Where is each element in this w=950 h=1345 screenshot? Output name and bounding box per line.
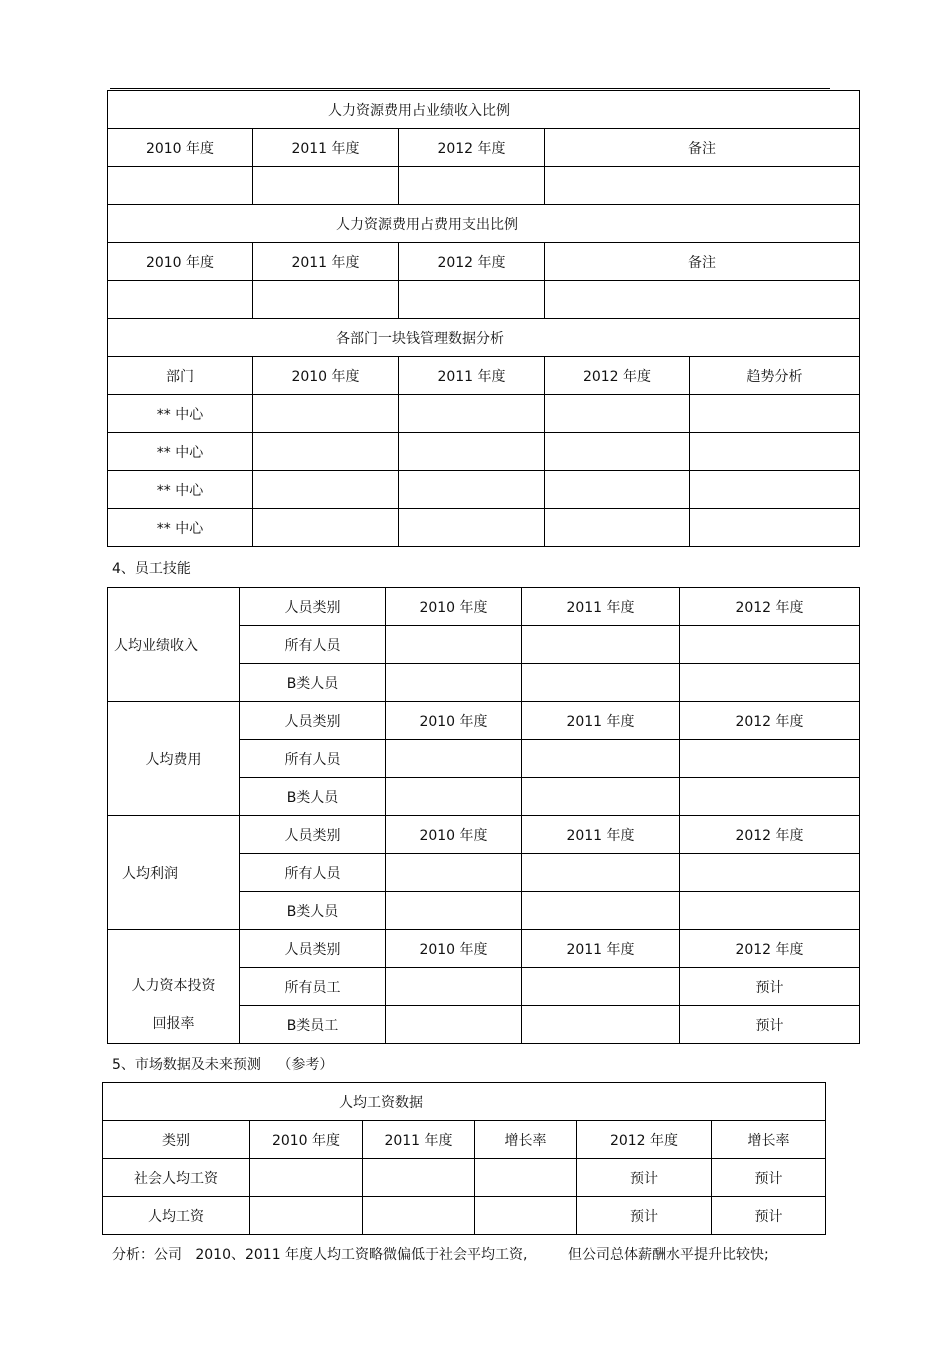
- row-label: B类人员: [240, 778, 386, 816]
- row-label: B类人员: [240, 664, 386, 702]
- analysis-text: [112, 1244, 769, 1264]
- category-header: 人员类别: [240, 816, 386, 854]
- group-label: 人均业绩收入: [108, 588, 240, 702]
- year-2011: 2011 年度: [522, 816, 680, 854]
- category-header: 人员类别: [240, 702, 386, 740]
- empty-cell: [108, 281, 253, 319]
- estimate-cell: 预计: [577, 1159, 712, 1197]
- estimate-cell: 预计: [712, 1197, 826, 1235]
- empty-cell: [108, 167, 253, 205]
- year-2010: 2010 年度: [386, 816, 522, 854]
- table-row: [103, 1159, 826, 1197]
- section4-heading: 4、员工技能: [112, 561, 191, 577]
- row-label: 人均工资: [103, 1197, 250, 1235]
- year-2012: 2012 年度: [399, 129, 545, 167]
- dept-header: 部门: [108, 357, 253, 395]
- year-2010: 2010 年度: [108, 129, 253, 167]
- row-label: 所有员工: [240, 968, 386, 1006]
- year-2012: 2012 年度: [680, 930, 860, 968]
- table-row: [103, 1197, 826, 1235]
- section5-title: 5、市场数据及未来预测: [112, 1057, 261, 1073]
- dept-name: ** 中心: [108, 509, 253, 547]
- col-growth-1: 增长率: [475, 1121, 577, 1159]
- remark-header: 备注: [545, 243, 860, 281]
- empty-cell: [253, 167, 399, 205]
- table-row: [108, 509, 860, 547]
- employee-skill-table: [107, 587, 860, 1044]
- title-expense-ratio: 人力资源费用占费用支出比例: [108, 205, 860, 243]
- group-label: 人均利润: [108, 816, 240, 930]
- hr-cost-table: [107, 90, 860, 547]
- row-label: B类人员: [240, 892, 386, 930]
- empty-cell: [545, 167, 860, 205]
- year-2011: 2011 年度: [253, 243, 399, 281]
- year-2010: 2010 年度: [386, 588, 522, 626]
- empty-cell: [399, 167, 545, 205]
- group-label: 人均费用: [108, 702, 240, 816]
- year-2012: 2012 年度: [545, 357, 690, 395]
- empty-cell: [253, 281, 399, 319]
- col-2011: 2011 年度: [363, 1121, 475, 1159]
- table-row: [108, 471, 860, 509]
- salary-table-title: 人均工资数据: [103, 1083, 826, 1121]
- dept-name: ** 中心: [108, 433, 253, 471]
- year-2010: 2010 年度: [386, 930, 522, 968]
- trend-header: 趋势分析: [690, 357, 860, 395]
- dept-name: ** 中心: [108, 395, 253, 433]
- row-label: B类员工: [240, 1006, 386, 1044]
- table-row: [108, 395, 860, 433]
- col-growth-2: 增长率: [712, 1121, 826, 1159]
- col-2010: 2010 年度: [250, 1121, 363, 1159]
- row-label: 所有人员: [240, 626, 386, 664]
- year-2012: 2012 年度: [680, 702, 860, 740]
- remark-header: 备注: [545, 129, 860, 167]
- year-2011: 2011 年度: [522, 702, 680, 740]
- group-label: [108, 930, 240, 1044]
- col-category: 类别: [103, 1121, 250, 1159]
- year-2011: 2011 年度: [253, 129, 399, 167]
- estimate-cell: 预计: [680, 968, 860, 1006]
- group-label-line1: 人力资本投资: [131, 978, 216, 994]
- header-rule: [110, 88, 830, 89]
- col-2012: 2012 年度: [577, 1121, 712, 1159]
- category-header: 人员类别: [240, 930, 386, 968]
- year-2012: 2012 年度: [680, 816, 860, 854]
- year-2010: 2010 年度: [386, 702, 522, 740]
- row-label: 所有人员: [240, 854, 386, 892]
- title-dept-analysis: 各部门一块钱管理数据分析: [108, 319, 860, 357]
- analysis-part1: 分析：公司 2010、2011 年度人均工资略微偏低于社会平均工资,: [112, 1247, 528, 1263]
- section5-heading: [112, 1054, 333, 1074]
- analysis-part2: 但公司总体薪酬水平提升比较快;: [567, 1247, 769, 1263]
- group-label-line2: 回报率: [152, 1016, 195, 1032]
- category-header: 人员类别: [240, 588, 386, 626]
- estimate-cell: 预计: [712, 1159, 826, 1197]
- table-row: [108, 433, 860, 471]
- dept-name: ** 中心: [108, 471, 253, 509]
- section5-note: （参考）: [277, 1057, 334, 1073]
- estimate-cell: 预计: [680, 1006, 860, 1044]
- salary-table: [102, 1082, 826, 1235]
- empty-cell: [399, 281, 545, 319]
- title-revenue-ratio: 人力资源费用占业绩收入比例: [108, 91, 860, 129]
- year-2011: 2011 年度: [522, 930, 680, 968]
- year-2012: 2012 年度: [680, 588, 860, 626]
- year-2011: 2011 年度: [399, 357, 545, 395]
- year-2012: 2012 年度: [399, 243, 545, 281]
- row-label: 所有人员: [240, 740, 386, 778]
- year-2010: 2010 年度: [108, 243, 253, 281]
- empty-cell: [545, 281, 860, 319]
- estimate-cell: 预计: [577, 1197, 712, 1235]
- year-2011: 2011 年度: [522, 588, 680, 626]
- row-label: 社会人均工资: [103, 1159, 250, 1197]
- year-2010: 2010 年度: [253, 357, 399, 395]
